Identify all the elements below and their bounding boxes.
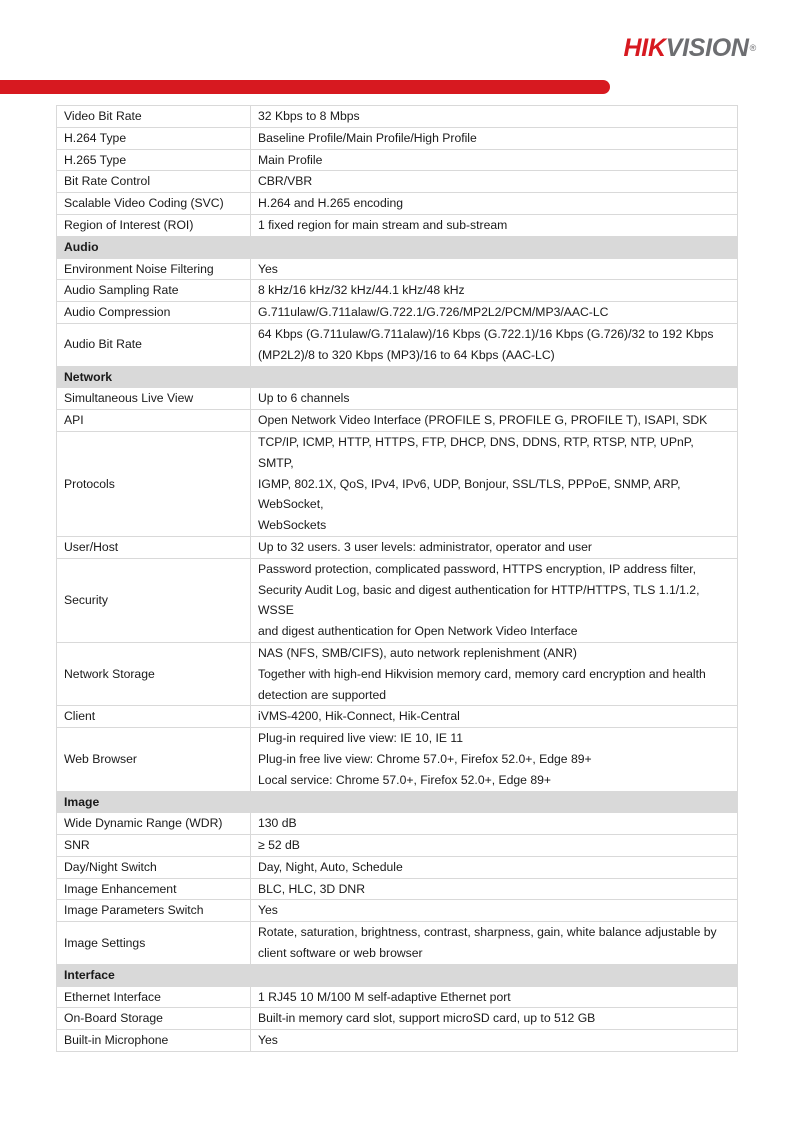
spec-value (251, 171, 738, 193)
spec-label: Bit Rate Control (57, 171, 251, 193)
spec-row (57, 214, 738, 236)
section-title: Network (57, 366, 738, 388)
spec-value-line: Built-in memory card slot, support microSD card, up to 512 GB (258, 1011, 596, 1026)
spec-value (251, 302, 738, 324)
spec-value (251, 214, 738, 236)
spec-row (57, 1008, 738, 1030)
spec-label: Security (57, 558, 251, 642)
header-red-bar (0, 80, 610, 94)
spec-value-line: Together with high-end Hikvision memory card, memory card encryption and health (258, 666, 706, 681)
spec-value (251, 558, 738, 642)
spec-label: API (57, 410, 251, 432)
spec-row (57, 193, 738, 215)
spec-row (57, 388, 738, 410)
spec-value-line: 8 kHz/16 kHz/32 kHz/44.1 kHz/48 kHz (258, 283, 465, 298)
spec-value-line: Up to 6 channels (258, 391, 350, 406)
spec-value (251, 835, 738, 857)
spec-row (57, 106, 738, 128)
spec-label: Audio Sampling Rate (57, 280, 251, 302)
spec-value (251, 258, 738, 280)
spec-value (251, 642, 738, 705)
spec-row (57, 171, 738, 193)
spec-value (251, 149, 738, 171)
spec-label: Audio Bit Rate (57, 323, 251, 366)
spec-label: Day/Night Switch (57, 856, 251, 878)
spec-value (251, 127, 738, 149)
spec-label: Built-in Microphone (57, 1030, 251, 1052)
spec-label: Client (57, 706, 251, 728)
spec-value (251, 388, 738, 410)
spec-row (57, 878, 738, 900)
spec-label: H.265 Type (57, 149, 251, 171)
spec-value-line: BLC, HLC, 3D DNR (258, 881, 366, 896)
spec-value (251, 193, 738, 215)
spec-label: Web Browser (57, 728, 251, 791)
spec-value-line: iVMS-4200, Hik-Connect, Hik-Central (258, 709, 460, 724)
spec-value-line: Security Audit Log, basic and digest authentication for HTTP/HTTPS, TLS 1.1/1.2, WSSE (258, 582, 700, 618)
spec-value-line: 32 Kbps to 8 Mbps (258, 109, 360, 123)
spec-value (251, 280, 738, 302)
spec-row (57, 728, 738, 791)
spec-value-line: Baseline Profile/Main Profile/High Profile (258, 130, 477, 145)
spec-label: Network Storage (57, 642, 251, 705)
spec-value-line: Yes (258, 261, 278, 276)
spec-value-line: Rotate, saturation, brightness, contrast, sharpness, gain, white balance adjustable by (258, 925, 717, 940)
spec-label: Environment Noise Filtering (57, 258, 251, 280)
spec-row (57, 1030, 738, 1052)
hikvision-logo (624, 33, 756, 63)
spec-value-line: Main Profile (258, 152, 323, 167)
section-title: Audio (57, 236, 738, 258)
spec-value (251, 856, 738, 878)
spec-value-line: G.711ulaw/G.711alaw/G.722.1/G.726/MP2L2/PCM/MP3/AAC-LC (258, 305, 609, 320)
spec-row (57, 835, 738, 857)
spec-value-line: client software or web browser (258, 946, 423, 961)
spec-label: On-Board Storage (57, 1008, 251, 1030)
spec-value (251, 410, 738, 432)
spec-value-line: CBR/VBR (258, 174, 313, 189)
spec-label: Video Bit Rate (57, 106, 251, 128)
spec-label: Protocols (57, 431, 251, 536)
spec-label: Image Enhancement (57, 878, 251, 900)
logo-registered-mark: ® (749, 43, 756, 53)
spec-value (251, 1008, 738, 1030)
spec-row (57, 149, 738, 171)
section-title: Image (57, 791, 738, 813)
spec-value-line: (MP2L2)/8 to 320 Kbps (MP3)/16 to 64 Kbps (AAC-LC) (258, 347, 555, 362)
spec-label: Audio Compression (57, 302, 251, 324)
spec-label: Image Settings (57, 922, 251, 965)
spec-value-line: Yes (258, 903, 278, 918)
spec-label: Scalable Video Coding (SVC) (57, 193, 251, 215)
spec-label: Wide Dynamic Range (WDR) (57, 813, 251, 835)
spec-value-line: 64 Kbps (G.711ulaw/G.711alaw)/16 Kbps (G.722.1)/16 Kbps (G.726)/32 to 192 Kbps (258, 326, 714, 341)
spec-row (57, 642, 738, 705)
section-header-row (57, 366, 738, 388)
spec-value-line: NAS (NFS, SMB/CIFS), auto network replenishment (ANR) (258, 645, 577, 660)
spec-row (57, 900, 738, 922)
spec-value-line: Up to 32 users. 3 user levels: administrator, operator and user (258, 539, 592, 554)
spec-value-line: TCP/IP, ICMP, HTTP, HTTPS, FTP, DHCP, DNS, DDNS, RTP, RTSP, NTP, UPnP, SMTP, (258, 434, 694, 470)
spec-value-line: Day, Night, Auto, Schedule (258, 859, 403, 874)
specification-table (56, 105, 738, 1052)
section-title: Interface (57, 964, 738, 986)
logo-text-vision: VISION (665, 34, 749, 62)
spec-row (57, 536, 738, 558)
spec-value (251, 323, 738, 366)
spec-label: Simultaneous Live View (57, 388, 251, 410)
spec-row (57, 706, 738, 728)
spec-row (57, 922, 738, 965)
spec-row (57, 280, 738, 302)
spec-label: SNR (57, 835, 251, 857)
spec-value (251, 431, 738, 536)
spec-value (251, 728, 738, 791)
spec-value (251, 106, 738, 128)
spec-label: Region of Interest (ROI) (57, 214, 251, 236)
spec-value (251, 922, 738, 965)
spec-row (57, 986, 738, 1008)
spec-value-line: H.264 and H.265 encoding (258, 196, 404, 211)
spec-value-line: 130 dB (258, 816, 297, 831)
spec-row (57, 813, 738, 835)
spec-value-line: 1 RJ45 10 M/100 M self-adaptive Ethernet port (258, 989, 511, 1004)
spec-value-line: WebSockets (258, 518, 327, 533)
specification-table-body (57, 106, 738, 1052)
spec-value (251, 900, 738, 922)
spec-value-line: Open Network Video Interface (PROFILE S, PROFILE G, PROFILE T), ISAPI, SDK (258, 413, 708, 428)
spec-value-line: Yes (258, 1033, 278, 1048)
spec-row (57, 127, 738, 149)
spec-value (251, 1030, 738, 1052)
spec-value (251, 813, 738, 835)
spec-row (57, 558, 738, 642)
spec-row (57, 856, 738, 878)
spec-label: Ethernet Interface (57, 986, 251, 1008)
logo-text-hik: HIK (623, 34, 666, 62)
spec-value-line: ≥ 52 dB (258, 838, 300, 853)
section-header-row (57, 791, 738, 813)
spec-value-line: 1 fixed region for main stream and sub-stream (258, 217, 508, 232)
spec-label: User/Host (57, 536, 251, 558)
spec-value-line: detection are supported (258, 687, 387, 702)
spec-value (251, 706, 738, 728)
spec-value (251, 536, 738, 558)
spec-value (251, 878, 738, 900)
spec-value-line: Plug-in free live view: Chrome 57.0+, Firefox 52.0+, Edge 89+ (258, 751, 592, 766)
spec-label: Image Parameters Switch (57, 900, 251, 922)
spec-row (57, 431, 738, 536)
spec-row (57, 323, 738, 366)
spec-value-line: IGMP, 802.1X, QoS, IPv4, IPv6, UDP, Bonjour, SSL/TLS, PPPoE, SNMP, ARP, WebSocket, (258, 476, 681, 512)
spec-value-line: Password protection, complicated password, HTTPS encryption, IP address filter, (258, 561, 697, 576)
spec-row (57, 258, 738, 280)
section-header-row (57, 964, 738, 986)
spec-row (57, 302, 738, 324)
section-header-row (57, 236, 738, 258)
spec-row (57, 410, 738, 432)
spec-value (251, 986, 738, 1008)
spec-value-line: Local service: Chrome 57.0+, Firefox 52.0+, Edge 89+ (258, 772, 552, 787)
spec-label: H.264 Type (57, 127, 251, 149)
spec-value-line: Plug-in required live view: IE 10, IE 11 (258, 731, 464, 746)
spec-value-line: and digest authentication for Open Network Video Interface (258, 624, 578, 639)
